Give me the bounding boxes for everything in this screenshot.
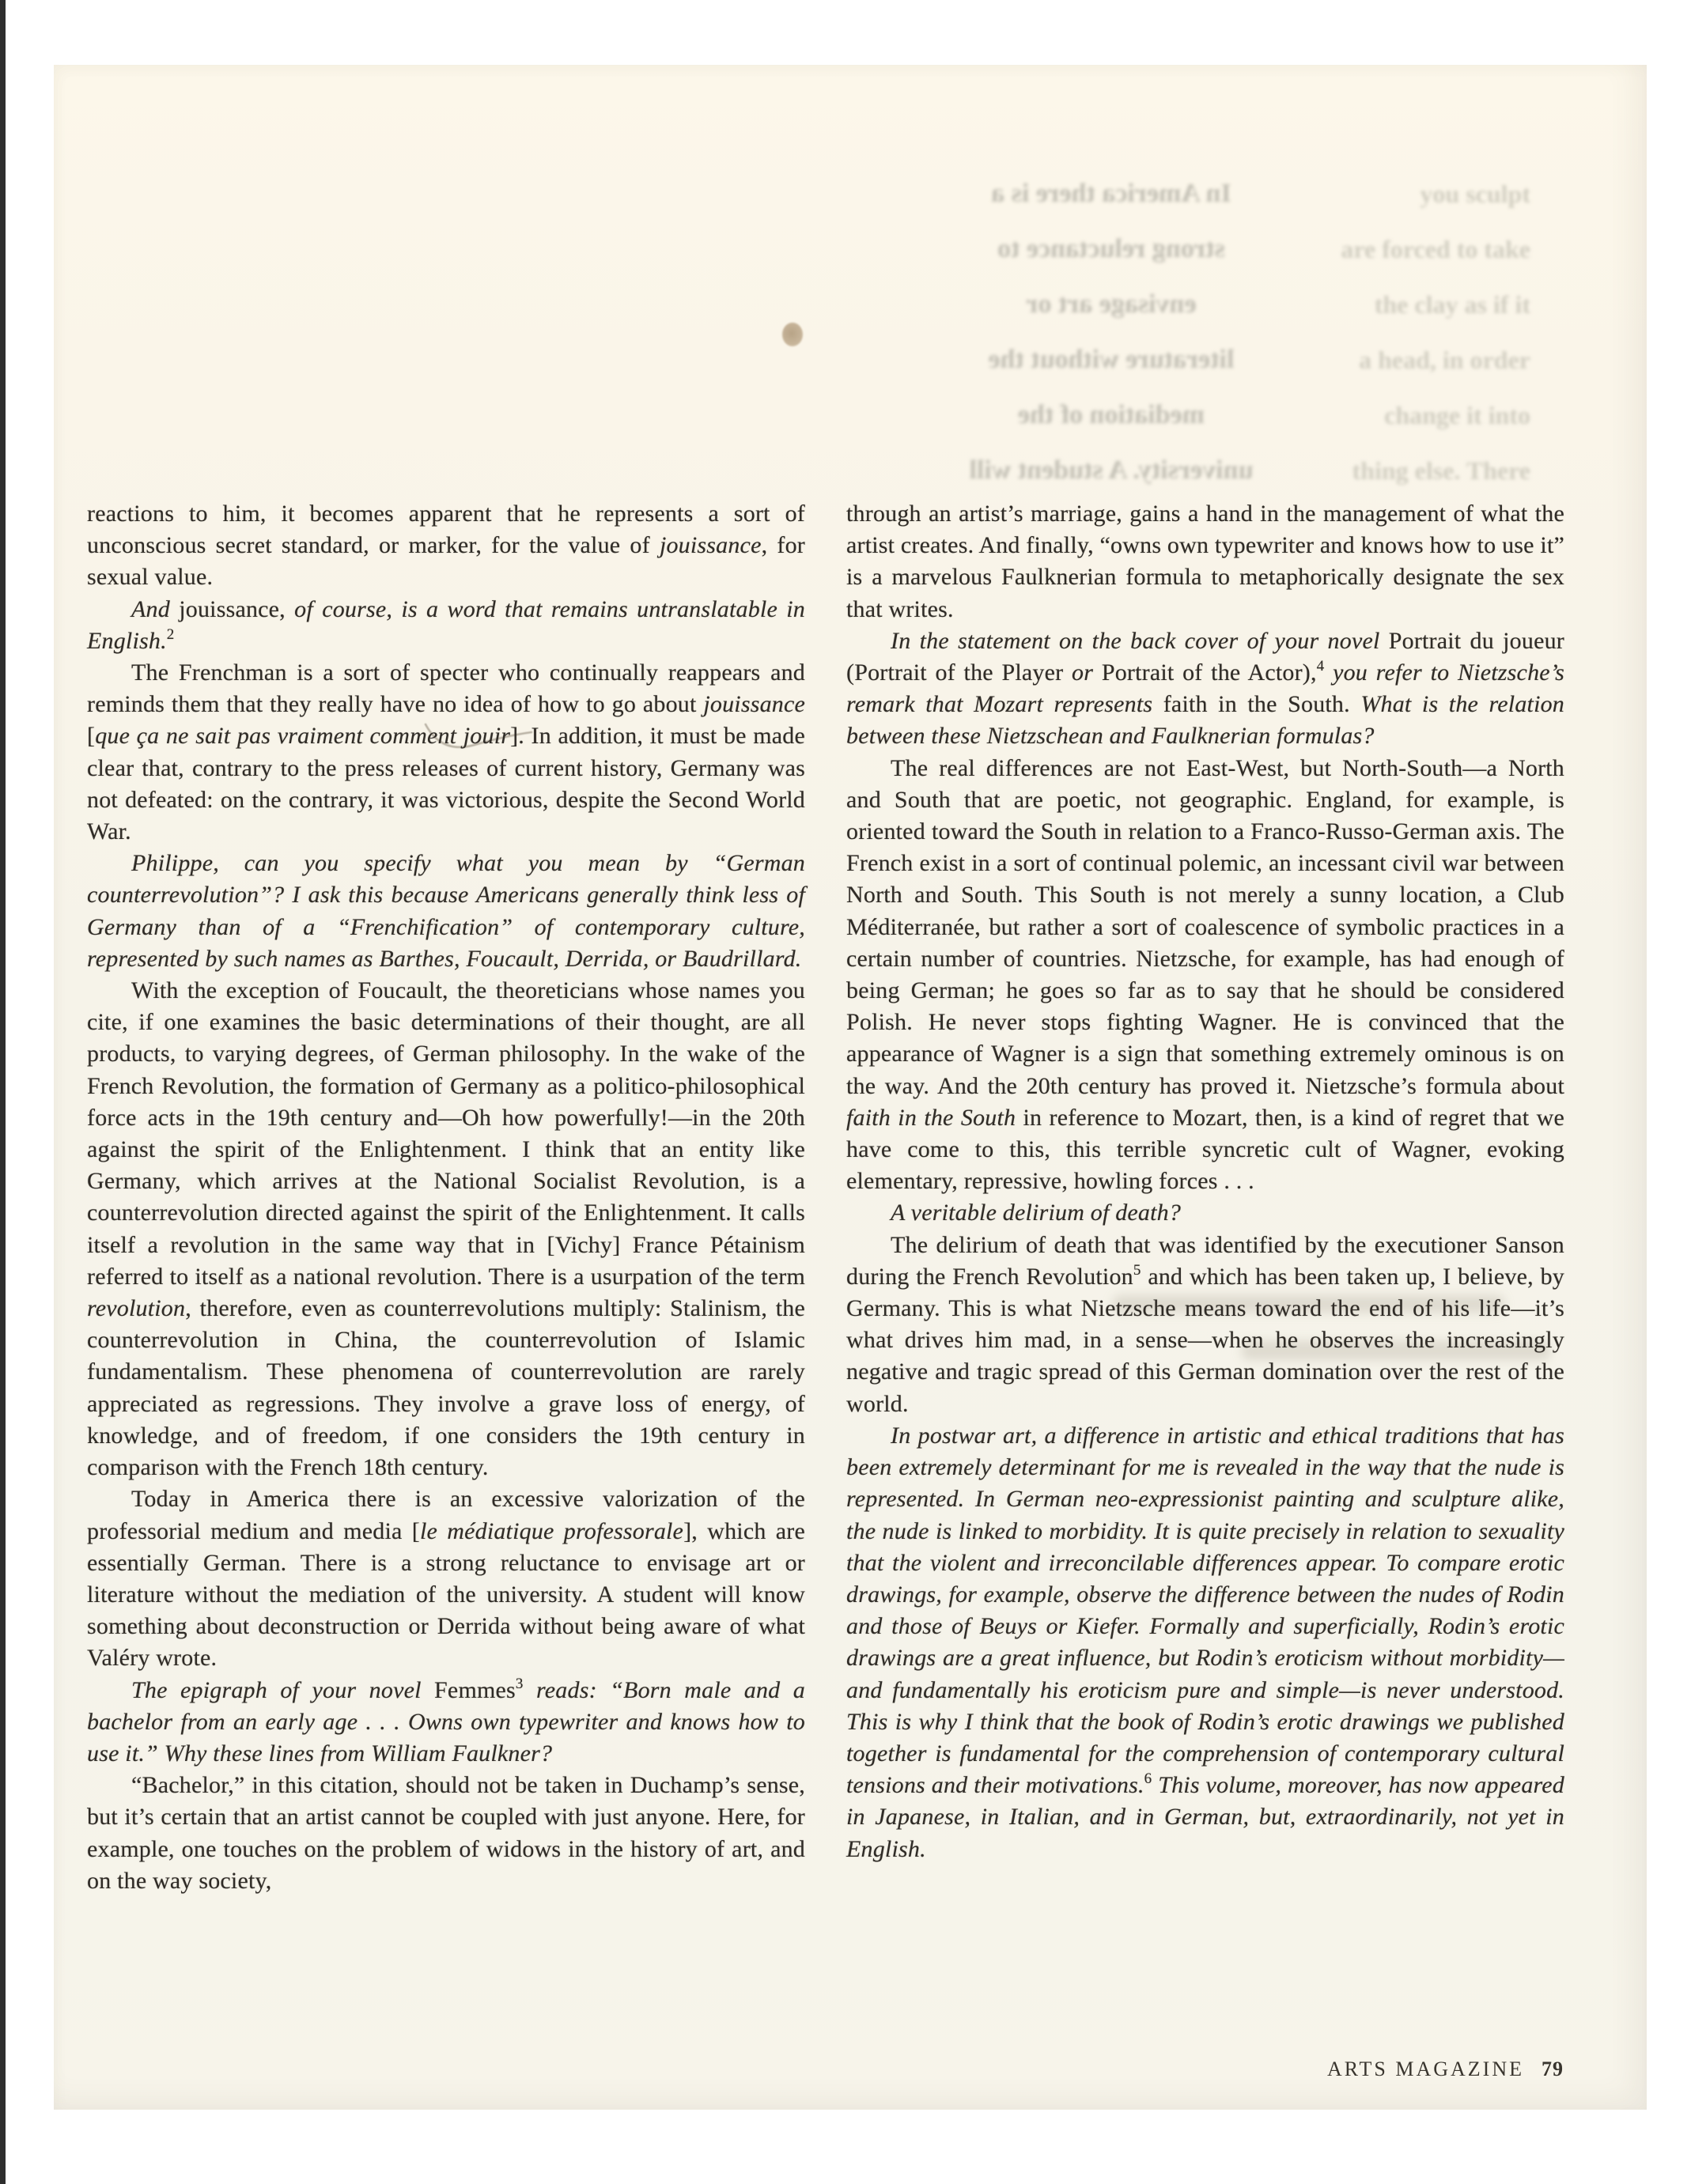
- magazine-page: [54, 65, 1647, 2110]
- column-left: [87, 498, 805, 1897]
- ghost-line: you sculpt: [1420, 179, 1530, 208]
- ghost-line: literature without the: [988, 345, 1235, 374]
- paragraph: The Frenchman is a sort of specter who continually reappears and reminds them that they really have no idea of how to go about jouissance [que ça ne sait pas vraiment comment jouir]. In addition, it must be made clear that, contrary to the press releases of current history, Germany was not defeated: on the contrary, it was victorious, despite the Second World War.: [87, 659, 806, 845]
- showthrough-overlay: [1072, 166, 1530, 498]
- ghost-line: thing else. There: [1352, 456, 1530, 485]
- paragraph: A veritable delirium of death?: [891, 1200, 1182, 1226]
- paragraph: The delirium of death that was identified by the executioner Sanson during the French Revolution$^5$ and which has been taken up, I believe, by Germany. This is what Nietzsche means toward the end of his life—it’s what drives him mad, in a sense—when he observes the increasingly negative and tragic spread of this German domination over the rest of the world.: [846, 1231, 1564, 1417]
- ghost-line: change it into: [1384, 401, 1530, 429]
- paragraph: “Bachelor,” in this citation, should not be taken in Duchamp’s sense, but it’s certain that an artist cannot be coupled with just anyone. Here, for example, one touches on the problem of widows in the history of art, and on the way society,: [87, 1772, 805, 1894]
- page-number: 79: [1542, 2057, 1564, 2080]
- page-footer: [1327, 2057, 1564, 2081]
- ghost-line: In America there is a: [991, 179, 1231, 208]
- paragraph: In postwar art, a difference in artistic and ethical traditions that has been extremely determinant for me is revealed in the way that the nude is represented. In German neo-expressionist painting and sculpture alike, the nude is linked to morbidity. It is quite precisely in relation to sexuality that the violent and irreconcilable differences appear. To compare erotic drawings, for example, observe the difference between the nudes of Rodin and those of Beuys or Kiefer. Formally and superficially, Rodin’s erotic drawings are a great influence, but Rodin’s eroticism without morbidity—and fundamentally his eroticism pure and simple—is never understood. This is why I think that the book of Rodin’s erotic drawings we published together is fundamental for the comprehension of contemporary cultural tensions and their motivations.$^6$ This volume, moreover, has now appeared in Japanese, in Italian, and in German, but, extraordinarily, not yet in English.: [846, 1422, 1564, 1862]
- showthrough-mirrored: [834, 166, 1388, 498]
- paragraph: With the exception of Foucault, the theoreticians whose names you cite, if one examines the basic determinations of their thought, are all products, to varying degrees, of German philosophy. In the wake of the French Revolution, the formation of Germany as a politico-philosophical force acts in the 19th century and—Oh how powerfully!—in the 20th against the spirit of the Enlightenment. I think that an entity like Germany, which arrives at the National Socialist Revolution, is a counterrevolution directed against the spirit of the Enlightenment. It calls itself a revolution in the same way that in [Vichy] France Pétainism referred to itself as a national revolution. There is a usurpation of the term revolution, therefore, even as counterrevolutions multiply: Stalinism, the counterrevolution in China, the counterrevolution of Islamic fundamentalism. These phenomena of counterrevolution are rarely appreciated as regressions. They involve a grave loss of energy, of knowledge, and of freedom, if one considers the 19th century in comparison with the French 18th century.: [87, 977, 805, 1481]
- ghost-line: envisage art or: [1026, 289, 1197, 319]
- paragraph: The epigraph of your novel Femmes$^3$ reads: “Born male and a bachelor from an early age . . . Owns own typewriter and knows how to use it.” Why these lines from William Faulkner?: [87, 1675, 805, 1766]
- ghost-line: a head, in order: [1359, 346, 1530, 374]
- paragraph: The real differences are not East-West, but North-South—a North and South that are poetic, not geographic. England, for example, is oriented toward the South in relation to a Franco-Russo-German axis. The French exist in a sort of continual polemic, an incessant civil war between North and South. This South is not merely a sunny location, a Club Méditerranée, but rather a sort of coalescence of symbolic practices in a certain number of countries. Nietzsche, for example, has had enough of being German; he goes so far as to say that he should be considered Polish. He never stops fighting Wagner. He is convinced that the appearance of Wagner is a sign that something extremely ominous is on the way. And the 20th century has proved it. Nietzsche’s formula about faith in the South in reference to Mozart, then, is a kind of regret that we have come to this, this terrible syncretic cult of Wagner, evoking elementary, repressive, howling forces . . .: [846, 754, 1564, 1195]
- column-right: [846, 498, 1564, 1865]
- ghost-line: the clay as if it: [1374, 290, 1530, 319]
- paragraph: through an artist’s marriage, gains a hand in the management of what the artist creates. And finally, “owns own typewriter and knows how to use it” is a marvelous Faulknerian formula to metaphorically designate the sex that writes.: [846, 501, 1564, 622]
- paragraph: And jouissance, of course, is a word that remains untranslatable in English.$^2$: [87, 595, 805, 654]
- paragraph: In the statement on the back cover of your novel Portrait du joueur (Portrait of the Player or Portrait of the Actor),$^4$ you refer to Nietzsche’s remark that Mozart represents faith in the South. What is the relation between these Nietzschean and Faulknerian formulas?: [846, 627, 1564, 750]
- magazine-title: ARTS MAGAZINE: [1326, 2057, 1524, 2080]
- paragraph: reactions to him, it becomes apparent that he represents a sort of unconscious secret standard, or marker, for the value of jouissance, for sexual value.: [87, 501, 805, 591]
- ghost-line: strong reluctance to: [997, 234, 1225, 263]
- stain-dot: [782, 323, 803, 346]
- paragraph: Philippe, can you specify what you mean by “German counterrevolution”? I ask this because Americans generally think less of Germany than of a “Frenchification” of contemporary culture, represented by such names as Barthes, Foucault, Derrida, or Baudrillard.: [87, 850, 805, 972]
- ghost-line: mediation of the: [1017, 400, 1205, 429]
- paragraph: Today in America there is an excessive valorization of the professorial medium and media [le médiatique professorale], which are essentially German. There is a strong reluctance to envisage art or literature without the mediation of the university. A student will know something about deconstruction or Derrida without being aware of what Valéry wrote.: [87, 1486, 805, 1672]
- ghost-line: are forced to take: [1341, 235, 1530, 263]
- scanner-edge-strip: [0, 0, 6, 2184]
- ghost-line: university. A student will: [969, 455, 1254, 485]
